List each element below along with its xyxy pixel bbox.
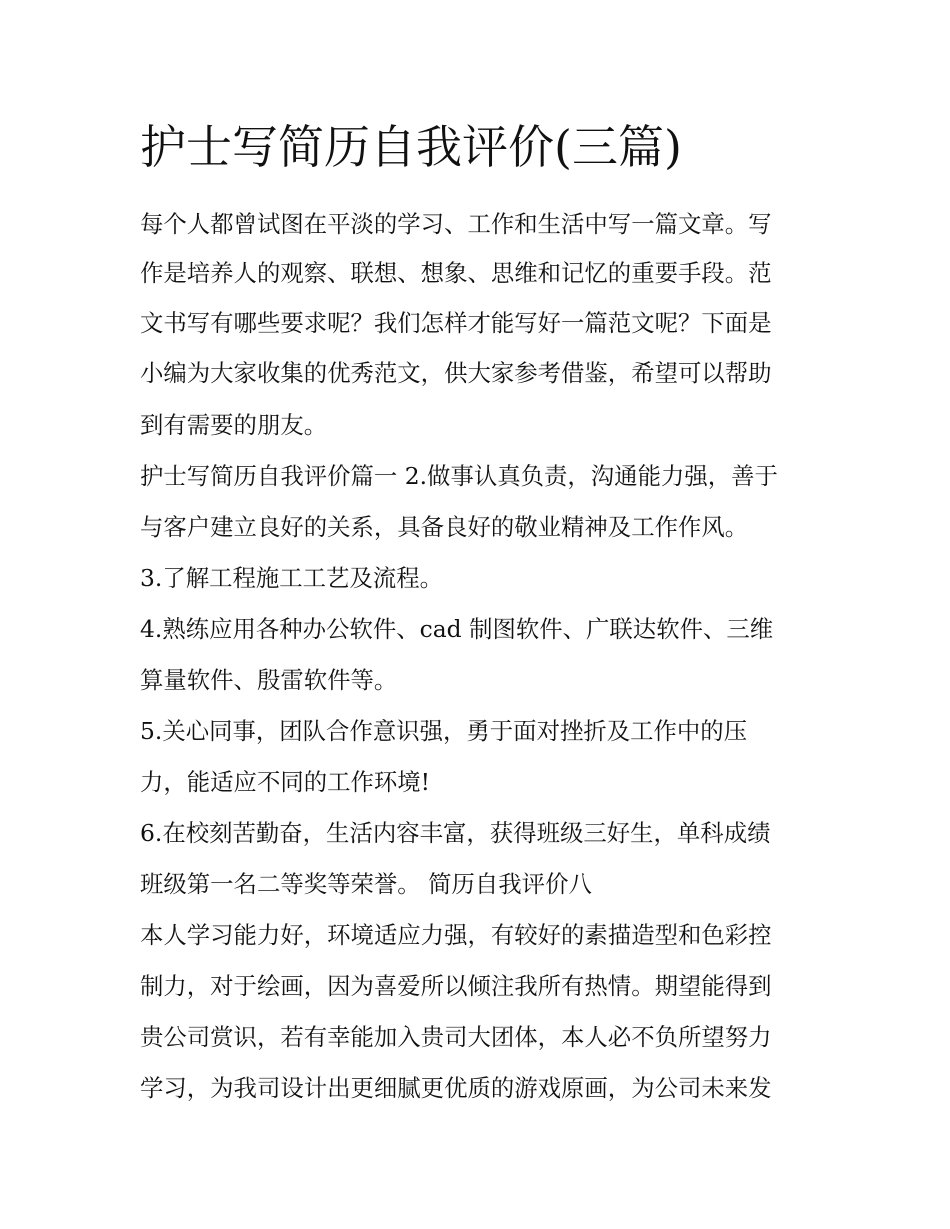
text-line: 班级第一名二等奖等荣誉。 简历自我评价八 xyxy=(140,870,592,898)
text-line: 每个人都曾试图在平淡的学习、工作和生活中写一篇文章。写 xyxy=(140,210,772,238)
text-line: 文书写有哪些要求呢？我们怎样才能写好一篇范文呢？下面是 xyxy=(140,309,772,337)
text-line: 4.熟练应用各种办公软件、cad 制图软件、广联达软件、三维 xyxy=(140,615,774,643)
text-line: 力，能适应不同的工作环境! xyxy=(140,768,431,796)
text-line: 算量软件、殷雷软件等。 xyxy=(140,666,398,694)
text-line: 5.关心同事，团队合作意识强，勇于面对挫折及工作中的压 xyxy=(140,717,748,745)
text-line: 护士写简历自我评价篇一 2.做事认真负责，沟通能力强，善于 xyxy=(140,462,778,490)
text-line: 作是培养人的观察、联想、想象、思维和记忆的重要手段。范 xyxy=(140,259,772,287)
text-line: 小编为大家收集的优秀范文，供大家参考借鉴，希望可以帮助 xyxy=(140,359,772,387)
document-title: 护士写简历自我评价(三篇) xyxy=(140,120,682,174)
text-line: 到有需要的朋友。 xyxy=(140,411,328,439)
text-line: 学习，为我司设计出更细腻更优质的游戏原画，为公司未来发 xyxy=(140,1074,772,1102)
text-line: 6.在校刻苦勤奋，生活内容丰富，获得班级三好生，单科成绩 xyxy=(140,819,771,847)
text-line: 贵公司赏识，若有幸能加入贵司大团体，本人必不负所望努力 xyxy=(140,1023,772,1051)
text-line: 与客户建立良好的关系，具备良好的敬业精神及工作作风。 xyxy=(140,513,749,541)
text-line: 3.了解工程施工工艺及流程。 xyxy=(140,564,444,592)
text-line: 制力，对于绘画，因为喜爱所以倾注我所有热情。期望能得到 xyxy=(140,972,772,1000)
text-line: 本人学习能力好，环境适应力强，有较好的素描造型和色彩控 xyxy=(140,921,772,949)
